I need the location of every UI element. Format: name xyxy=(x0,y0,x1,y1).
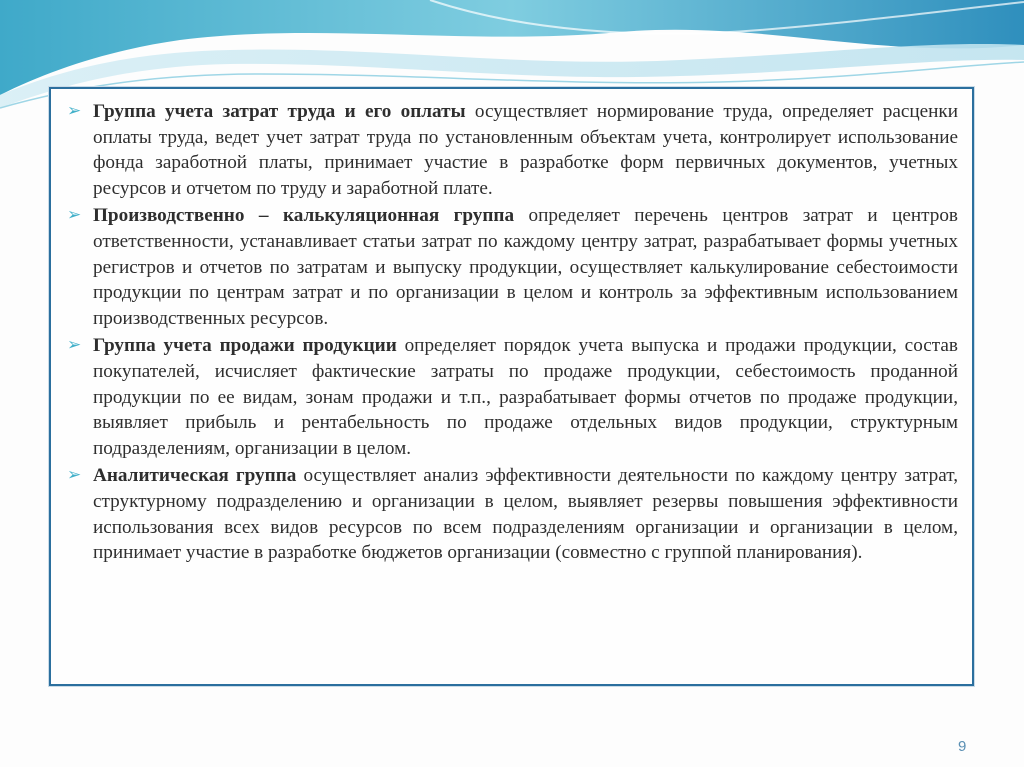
item-term: Группа учета затрат труда и его оплаты xyxy=(93,101,466,122)
content-box xyxy=(49,87,974,686)
item-term: Группа учета продажи продукции xyxy=(93,335,397,357)
page-number: 9 xyxy=(958,738,967,755)
list-item xyxy=(65,463,958,565)
item-term: Производственно – калькуляционная группа xyxy=(93,205,515,227)
item-text: определяет перечень центров затрат и центров ответственности, устанавливает статьи затрат по каждому центру затрат, разрабатывает формы учетных регистров и отчетов по затратам и выпуску продукции, осуществляет калькулирование себестоимости продукции по центрам затрат и по организации в целом и контроль за эффективным использованием производственных ресурсов. xyxy=(93,205,958,329)
list-item xyxy=(65,333,958,461)
item-text: определяет порядок учета выпуска и продажи продукции, состав покупателей, исчисляет фактические затраты по продаже продукции, себестоимость проданной продукции по ее видам, зонам продажи и т.п., разрабатывает формы отчетов по продаже продукции, выявляет прибыль и рентабельность по продаже отдельных видов продукции, структурным подразделениям, организации в целом. xyxy=(93,335,958,459)
item-text: осуществляет нормирование труда, определяет расценки оплаты труда, ведет учет затрат труда по установленным объектам учета, контролирует использование фонда заработной платы, принимает участие в разработке форм первичных документов, учетных ресурсов и отчетом по труду и заработной плате. xyxy=(93,101,958,199)
arrow-bullet-icon: ➢ xyxy=(67,205,82,226)
list-item xyxy=(65,203,958,331)
arrow-bullet-icon: ➢ xyxy=(67,101,82,121)
list-item xyxy=(65,99,958,201)
item-text: осуществляет анализ эффективности деятельности по каждому центру затрат, структурному подразделению и организации в целом, выявляет резервы повышения эффективности использования всех видов ресурсов по всем подразделениям организации и организации в целом, принимает участие в разработке бюджетов организации (совместно с группой планирования). xyxy=(93,465,958,564)
arrow-bullet-icon: ➢ xyxy=(67,335,82,356)
item-term: Аналитическая группа xyxy=(93,465,297,487)
bullet-list xyxy=(65,99,958,566)
arrow-bullet-icon: ➢ xyxy=(67,465,82,486)
